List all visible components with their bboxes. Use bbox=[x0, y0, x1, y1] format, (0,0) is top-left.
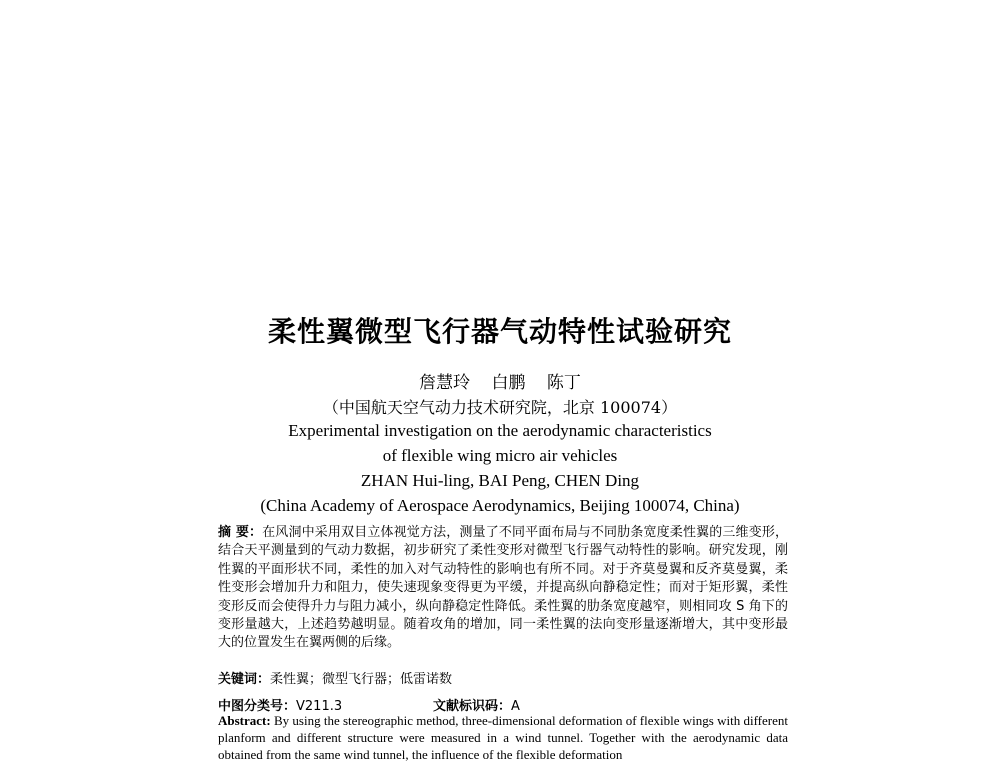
abstract-cn-text: 在风洞中采用双目立体视觉方法，测量了不同平面布局与不同肋条宽度柔性翼的三维变形，结合天平测量到的气动力数据，初步研究了柔性变形对微型飞行器气动特性的影响。研究发现，刚性翼的平面形状不同，柔性的加入对气动特性的影响也有所不同。对于齐莫曼翼和反齐莫曼翼，柔性变形会增加升力和阻力，使失速现象变得更为平缓，并提高纵向静稳定性；而对于矩形翼，柔性变形反而会使得升力与阻力减小，纵向静稳定性降低。柔性翼的肋条宽度越窄，则相同攻 S 角下的变形量越大，上述趋势越明显。随着攻角的增加，同一柔性翼的法向变形量逐渐增大，其中变形最大的位置发生在翼两侧的后缘。 bbox=[218, 525, 788, 651]
abstract-en-label: Abstract: bbox=[218, 713, 271, 728]
abstract-en-text: By using the stereographic method, three-dimensional deformation of flexible wings with different planform and different structure were measured in a wind tunnel. Together with the aerodynamic data obtained from the same wind tunnel, the influence of the flexible deformation bbox=[218, 713, 788, 762]
class-number-value: V211.3 bbox=[296, 699, 343, 714]
abstract-cn-label: 摘 要： bbox=[218, 525, 263, 540]
paper-title-en-line2: of flexible wing micro air vehicles bbox=[382, 446, 618, 465]
abstract-en bbox=[218, 712, 788, 763]
doc-code-label: 文献标识码： bbox=[433, 699, 512, 714]
authors-cn bbox=[0, 368, 1000, 393]
keywords-cn bbox=[218, 668, 452, 687]
affiliation-cn: （中国航天空气动力技术研究院，北京 100074） bbox=[322, 398, 678, 417]
author-cn-1: 詹慧玲 bbox=[419, 373, 471, 393]
keywords-text: 柔性翼；微型飞行器；低雷诺数 bbox=[270, 672, 453, 687]
paper-title-en-line1: Experimental investigation on the aerodynamic characteristics bbox=[288, 421, 712, 440]
author-cn-3: 陈丁 bbox=[546, 373, 581, 393]
author-cn-2: 白鹏 bbox=[491, 373, 526, 393]
class-number-label: 中图分类号： bbox=[218, 699, 297, 714]
abstract-cn bbox=[218, 524, 788, 653]
affiliation-en: (China Academy of Aerospace Aerodynamics, Beijing 100074, China) bbox=[260, 496, 740, 515]
authors-en: ZHAN Hui-ling, BAI Peng, CHEN Ding bbox=[360, 471, 640, 490]
paper-title-cn: 柔性翼微型飞行器气动特性试验研究 bbox=[267, 315, 732, 348]
doc-code-value: A bbox=[511, 699, 520, 714]
keywords-label: 关键词： bbox=[218, 672, 271, 687]
